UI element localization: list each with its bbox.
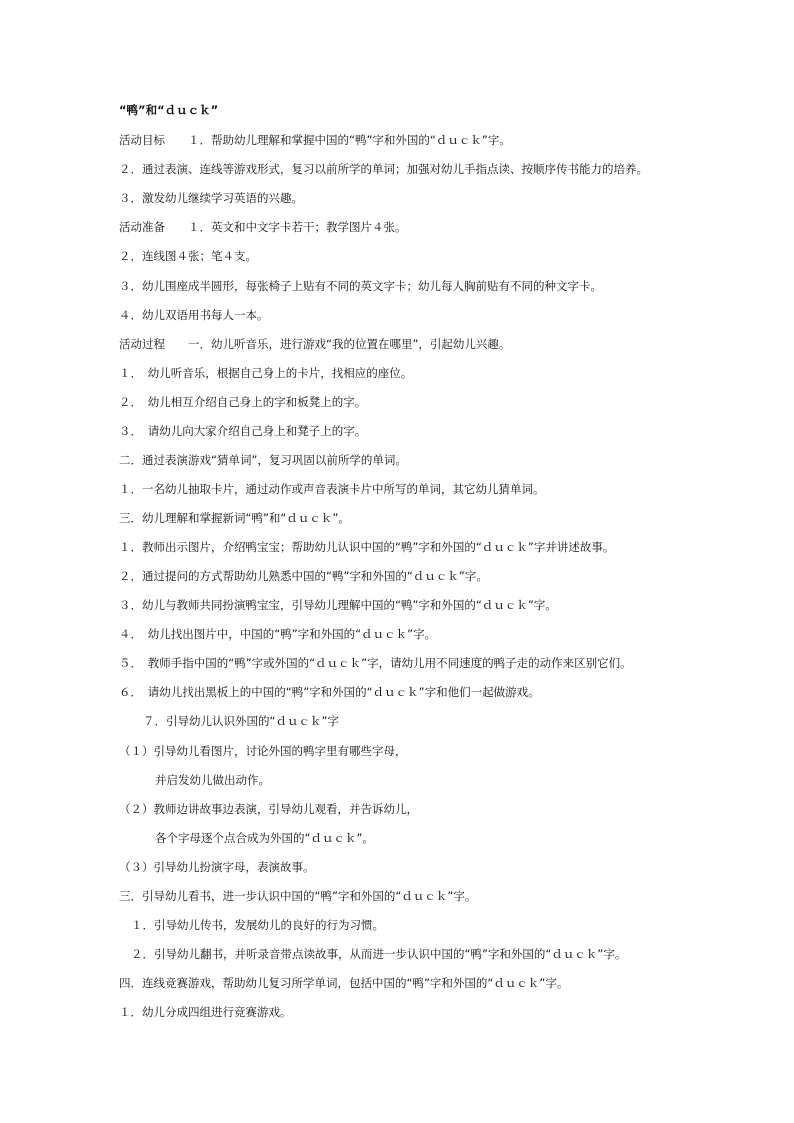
text-line: ２． 幼儿相互介绍自己身上的字和板凳上的字。 [119, 395, 367, 409]
text-line: ２．通过提问的方式帮助幼儿熟悉中国的“鸭”字和外国的“ｄｕｃｋ”字。 [119, 569, 488, 583]
text-line: ３． 请幼儿向大家介绍自己身上和凳子上的字。 [119, 424, 367, 438]
text-line: 活动准备 １．英文和中文字卡若干；教学图片４张。 [119, 220, 407, 234]
text-line: ５． 教师手指中国的“鸭”字或外国的“ｄｕｃｋ”字，请幼儿用不同速度的鸭子走的动作来区别它们。 [119, 656, 632, 670]
text-line: 并启发幼儿做出动作。 [155, 773, 270, 787]
text-line: 活动目标 １．帮助幼儿理解和掌握中国的“鸭”字和外国的“ｄｕｃｋ”字。 [119, 133, 511, 147]
text-line: 二．通过表演游戏“猜单词”，复习巩固以前所学的单词。 [119, 453, 407, 467]
text-line: ７．引导幼儿认识外国的“ｄｕｃｋ”字 [143, 714, 339, 728]
text-line: １．教师出示图片，介绍鸭宝宝；帮助幼儿认识中国的“鸭”字和外国的“ｄｕｃｋ”字并讲述故事。 [119, 540, 615, 554]
text-line: （３）引导幼儿扮演字母，表演故事。 [119, 860, 315, 874]
text-line: （１）引导幼儿看图片，讨论外国的鸭字里有哪些字母， [119, 744, 407, 758]
text-line: 四．连线竞赛游戏，帮助幼儿复习所学单词，包括中国的“鸭”字和外国的“ｄｕｃｋ”字。 [119, 976, 569, 990]
text-line: 三．引导幼儿看书，进一步认识中国的“鸭”字和外国的“ｄｕｃｋ”字。 [119, 889, 477, 903]
text-line: ３．激发幼儿继续学习英语的兴趣。 [119, 191, 303, 205]
text-line: ３．幼儿与教师共同扮演鸭宝宝，引导幼儿理解中国的“鸭”字和外国的“ｄｕｃｋ”字。 [119, 598, 557, 612]
text-line: ４．幼儿双语用书每人一本。 [119, 308, 269, 322]
text-line: ４． 幼儿找出图片中，中国的“鸭”字和外国的“ｄｕｃｋ”字。 [119, 627, 437, 641]
text-line: ２．连线图４张；笔４支。 [119, 249, 257, 263]
text-line: １．引导幼儿传书，发展幼儿的良好的行为习惯。 [131, 918, 384, 932]
text-line: ２．通过表演、连线等游戏形式，复习以前所学的单词；加强对幼儿手指点读、按顺序传书能力的培养。 [119, 162, 648, 176]
text-line: 活动过程 一．幼儿听音乐，进行游戏“我的位置在哪里”，引起幼儿兴趣。 [119, 337, 511, 351]
text-line: （２）教师边讲故事边表演，引导幼儿观看，并告诉幼儿， [119, 802, 418, 816]
text-line: １．一名幼儿抽取卡片，通过动作或声音表演卡片中所写的单词，其它幼儿猜单词。 [119, 482, 545, 496]
text-line: １． 幼儿听音乐，根据自己身上的卡片，找相应的座位。 [119, 366, 413, 380]
text-line: 三．幼儿理解和掌握新词“鸭”和“ｄｕｃｋ”。 [119, 511, 350, 525]
text-line: ２．引导幼儿翻书，并听录音带点读故事，从而进一步认识中国的“鸭”字和外国的“ｄｕｃｋ”字。 [131, 947, 627, 961]
text-line: 各个字母逐个点合成为外国的“ｄｕｃｋ”。 [155, 831, 374, 845]
text-line: ６． 请幼儿找出黑板上的中国的“鸭”字和外国的“ｄｕｃｋ”字和他们一起做游戏。 [119, 685, 540, 699]
text-line: ３．幼儿围座成半圆形，每张椅子上贴有不同的英文字卡；幼儿每人胸前贴有不同的种文字卡。 [119, 279, 602, 293]
document-title: “鸭”和“ｄｕｃｋ” [119, 103, 219, 117]
text-line: １．幼儿分成四组进行竞赛游戏。 [119, 1005, 292, 1019]
